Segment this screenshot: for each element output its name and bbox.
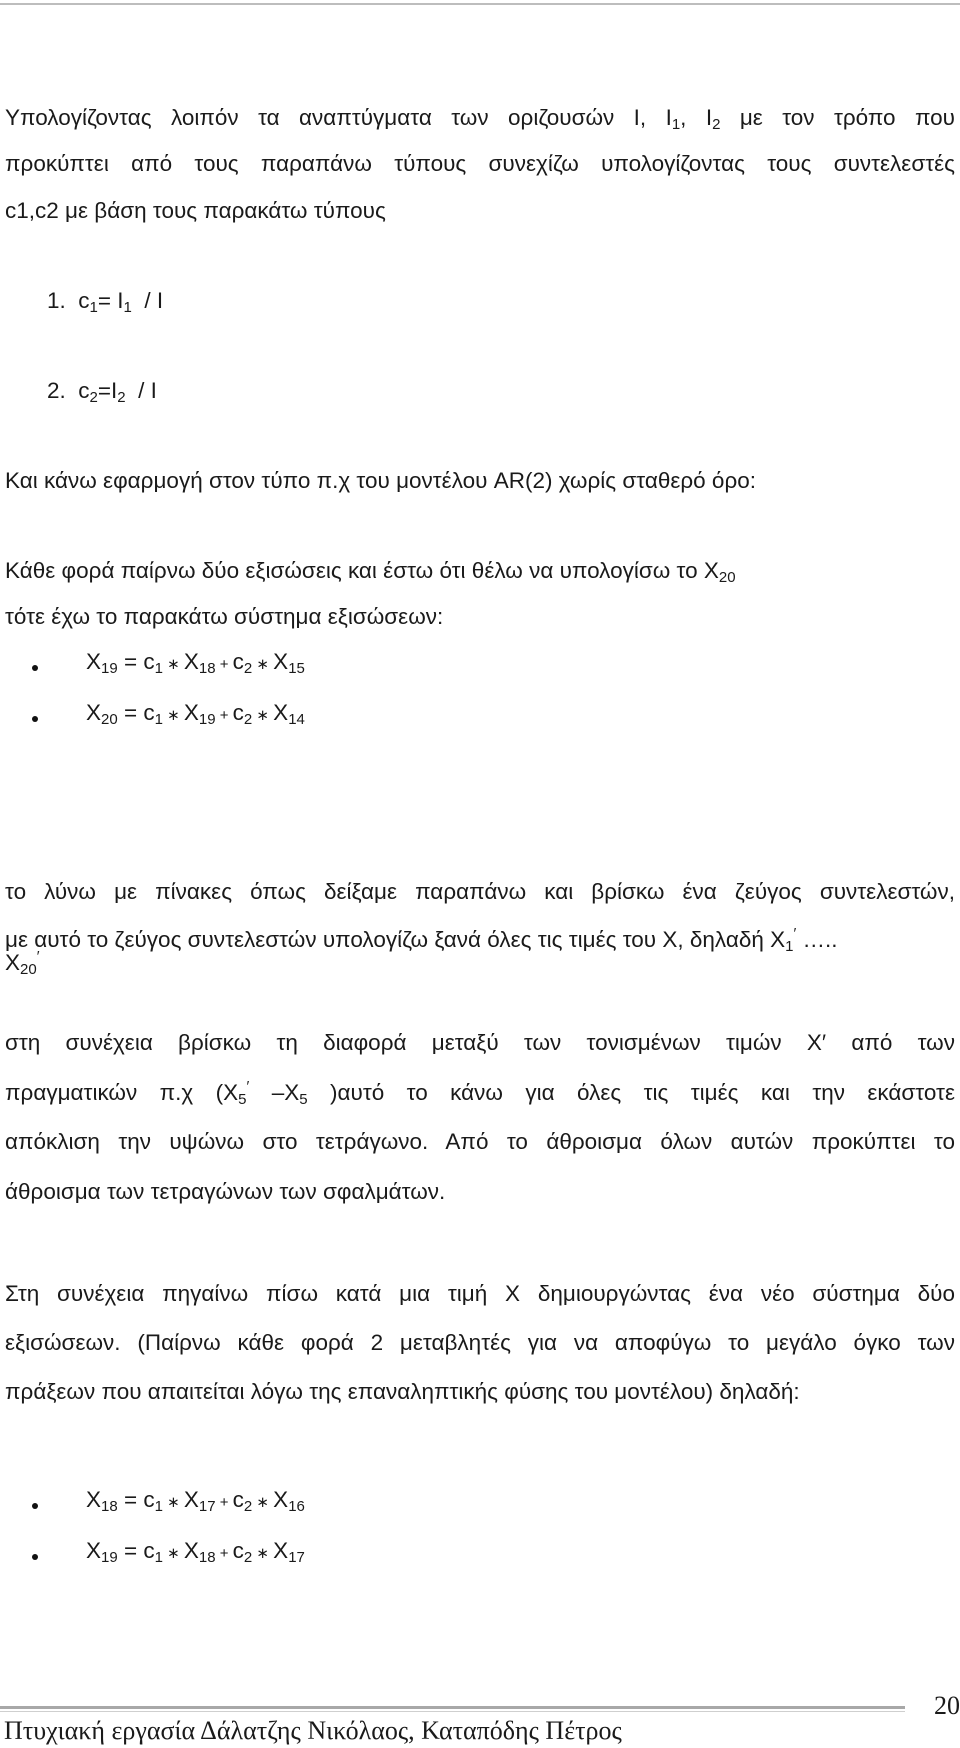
paragraph-3-line-1: Κάθε φορά παίρνω δύο εξισώσεις και έστω ότι θέλω να υπολογίσω το $X_{20}$ <box>5 558 736 586</box>
paragraph-3-line-2: τότε έχω το παρακάτω σύστημα εξισώσεων: <box>5 604 444 629</box>
paragraph-4-line-7: άθροισμα των τετραγώνων των σφαλμάτων. <box>5 1179 446 1204</box>
page-number: 20 <box>934 1691 960 1720</box>
paragraph-4-line-3: $X_{20}'$ <box>5 948 40 978</box>
bullet-icon <box>32 1554 38 1560</box>
footer-text: Πτυχιακή εργασία Δάλατζης Νικόλαος, Καταπόδης Πέτρος <box>4 1716 622 1745</box>
footer-rule <box>0 1706 905 1709</box>
equation-system2-1: $X_{18} = c_1$ ∗ $X_{17} + c_2$ ∗ $X_{16}$ <box>86 1487 305 1515</box>
bullet-icon <box>32 1503 38 1509</box>
paragraph-5-line-3: πράξεων που απαιτείται λόγω της επαναληπτικής φύσης του μοντέλου) δηλαδή: <box>5 1379 800 1404</box>
bullet-icon <box>32 716 38 722</box>
paragraph-4-line-1: το λύνω με πίνακες όπως δείξαμε παραπάνω και βρίσκω ένα ζεύγος συντελεστών, <box>5 879 955 904</box>
paragraph-4-line-2: με αυτό το ζεύγος συντελεστών υπολογίζω ξανά όλες τις τιμές του Χ, δηλαδή $X_1'$ ….. <box>5 925 838 955</box>
paragraph-4-line-5: πραγματικών π.χ ($X_5'$ $-X_5$ )αυτό το κάνω για όλες τις τιμές και την εκάστοτε <box>5 1078 955 1108</box>
paragraph-2: Και κάνω εφαρμογή στον τύπο π.χ του μοντέλου AR(2) χωρίς σταθερό όρο: <box>5 468 757 493</box>
equation-system1-2: $X_{20} = c_1$ ∗ $X_{19} + c_2$ ∗ $X_{14}$ <box>86 700 305 728</box>
paragraph-4-line-6: απόκλιση την υψώνω στο τετράγωνο. Από το άθροισμα όλων αυτών προκύπτει το <box>5 1129 955 1154</box>
header-rule <box>0 3 960 5</box>
bullet-icon <box>32 665 38 671</box>
paragraph-1-line-1: Υπολογίζοντας λοιπόν τα αναπτύγματα των οριζουσών Ι, $I_1$, $I_2$ με τον τρόπο που <box>5 105 955 133</box>
footer-rule-thin <box>0 1711 905 1712</box>
equation-system2-2: $X_{19} = c_1$ ∗ $X_{18} + c_2$ ∗ $X_{17}$ <box>86 1538 305 1566</box>
formula-2: 2. $c_2=I_2 / I$ <box>47 378 157 406</box>
equation-system1-1: $X_{19} = c_1$ ∗ $X_{18} + c_2$ ∗ $X_{15}$ <box>86 649 305 677</box>
paragraph-5-line-1: Στη συνέχεια πηγαίνω πίσω κατά μια τιμή Χ δημιουργώντας ένα νέο σύστημα δύο <box>5 1281 955 1306</box>
paragraph-1-line-2: προκύπτει από τους παραπάνω τύπους συνεχίζω υπολογίζοντας τους συντελεστές <box>5 151 955 176</box>
paragraph-4-line-4: στη συνέχεια βρίσκω τη διαφορά μεταξύ των τονισμένων τιμών Χ′ από των <box>5 1030 955 1055</box>
formula-1: 1. $c_1= I_1 / I$ <box>47 288 164 316</box>
paragraph-1-line-3: c1,c2 με βάση τους παρακάτω τύπους <box>5 198 386 223</box>
paragraph-5-line-2: εξισώσεων. (Παίρνω κάθε φορά 2 μεταβλητές για να αποφύγω το μεγάλο όγκο των <box>5 1330 955 1355</box>
